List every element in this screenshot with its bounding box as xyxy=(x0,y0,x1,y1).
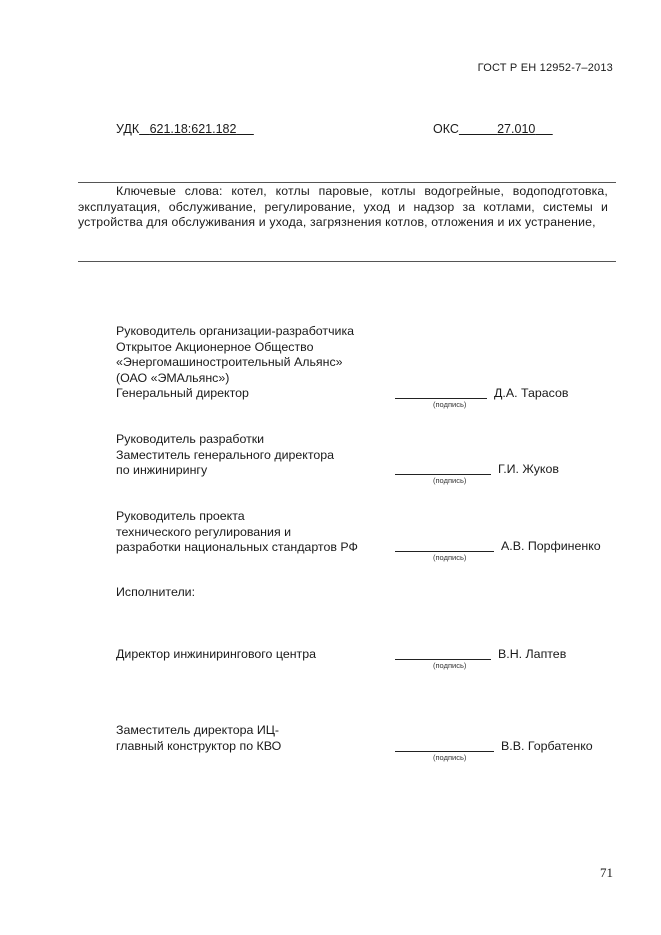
executors-label: Исполнители: xyxy=(116,585,196,599)
keywords-text: Ключевые слова: котел, котлы паровые, котлы водогрейные, водоподготовка, эксплуатация, обслуживание, регулирование, уход и надзор за котлами, системы и устройства для обслуживания и ухода, загрязнения котлов, отложения и их устранение, xyxy=(78,184,608,229)
signatory-name: Г.И. Жуков xyxy=(498,462,559,476)
signature-caption: (подпись) xyxy=(433,661,467,670)
udk-label: УДК xyxy=(116,122,140,136)
position-line: главный конструктор по КВО xyxy=(116,738,282,753)
position-line: по инжинирингу xyxy=(116,463,208,477)
page-number: 71 xyxy=(600,865,613,880)
signature-caption: (подпись) xyxy=(433,400,467,409)
signature-block-engineering-director xyxy=(116,647,316,663)
standard-header: ГОСТ Р ЕН 12952-7–2013 xyxy=(477,62,613,74)
signature-block-developer-org xyxy=(116,324,354,402)
signature-caption: (подпись) xyxy=(433,476,467,485)
position-line: Руководитель организации-разработчика xyxy=(116,324,355,338)
signatory-name: Д.А. Тарасов xyxy=(494,386,569,400)
signature-block-development-lead xyxy=(116,432,334,479)
udk-value: 621.18:621.182 xyxy=(149,122,237,136)
signature-block-chief-designer xyxy=(116,723,281,754)
signature-caption: (подпись) xyxy=(433,553,467,562)
position-line: технического регулирования и xyxy=(116,524,292,539)
position-line: Заместитель генерального директора xyxy=(116,447,335,462)
position-line: Открытое Акционерное Общество xyxy=(116,339,314,354)
position-line: Руководитель разработки xyxy=(116,432,265,446)
signature-line xyxy=(395,751,494,752)
position-line: Руководитель проекта xyxy=(116,509,245,523)
signatory-name: В.В. Горбатенко xyxy=(501,739,593,753)
signature-line xyxy=(395,398,487,399)
oks-label: ОКС xyxy=(433,122,459,136)
keywords-paragraph xyxy=(78,184,608,231)
signature-block-project-lead xyxy=(116,509,358,556)
position-line: (ОАО «ЭМАльянс») xyxy=(116,370,230,385)
signature-caption: (подпись) xyxy=(433,753,467,762)
position-line: Директор инжинирингового центра xyxy=(116,647,317,661)
oks-code xyxy=(433,122,553,136)
signature-line xyxy=(395,474,491,475)
signature-line xyxy=(395,551,494,552)
position-line: разработки национальных стандартов РФ xyxy=(116,540,358,554)
position-line: Генеральный директор xyxy=(116,386,249,400)
keywords-bottom-rule xyxy=(78,261,616,262)
signature-line xyxy=(395,659,491,660)
position-line: Заместитель директора ИЦ- xyxy=(116,723,280,737)
position-line: «Энергомашиностроительный Альянс» xyxy=(116,355,343,369)
udk-code xyxy=(116,122,254,136)
oks-value: 27.010 xyxy=(497,122,536,136)
signatory-name: А.В. Порфиненко xyxy=(501,539,601,553)
signatory-name: В.Н. Лаптев xyxy=(498,647,567,661)
keywords-top-rule xyxy=(78,182,616,183)
